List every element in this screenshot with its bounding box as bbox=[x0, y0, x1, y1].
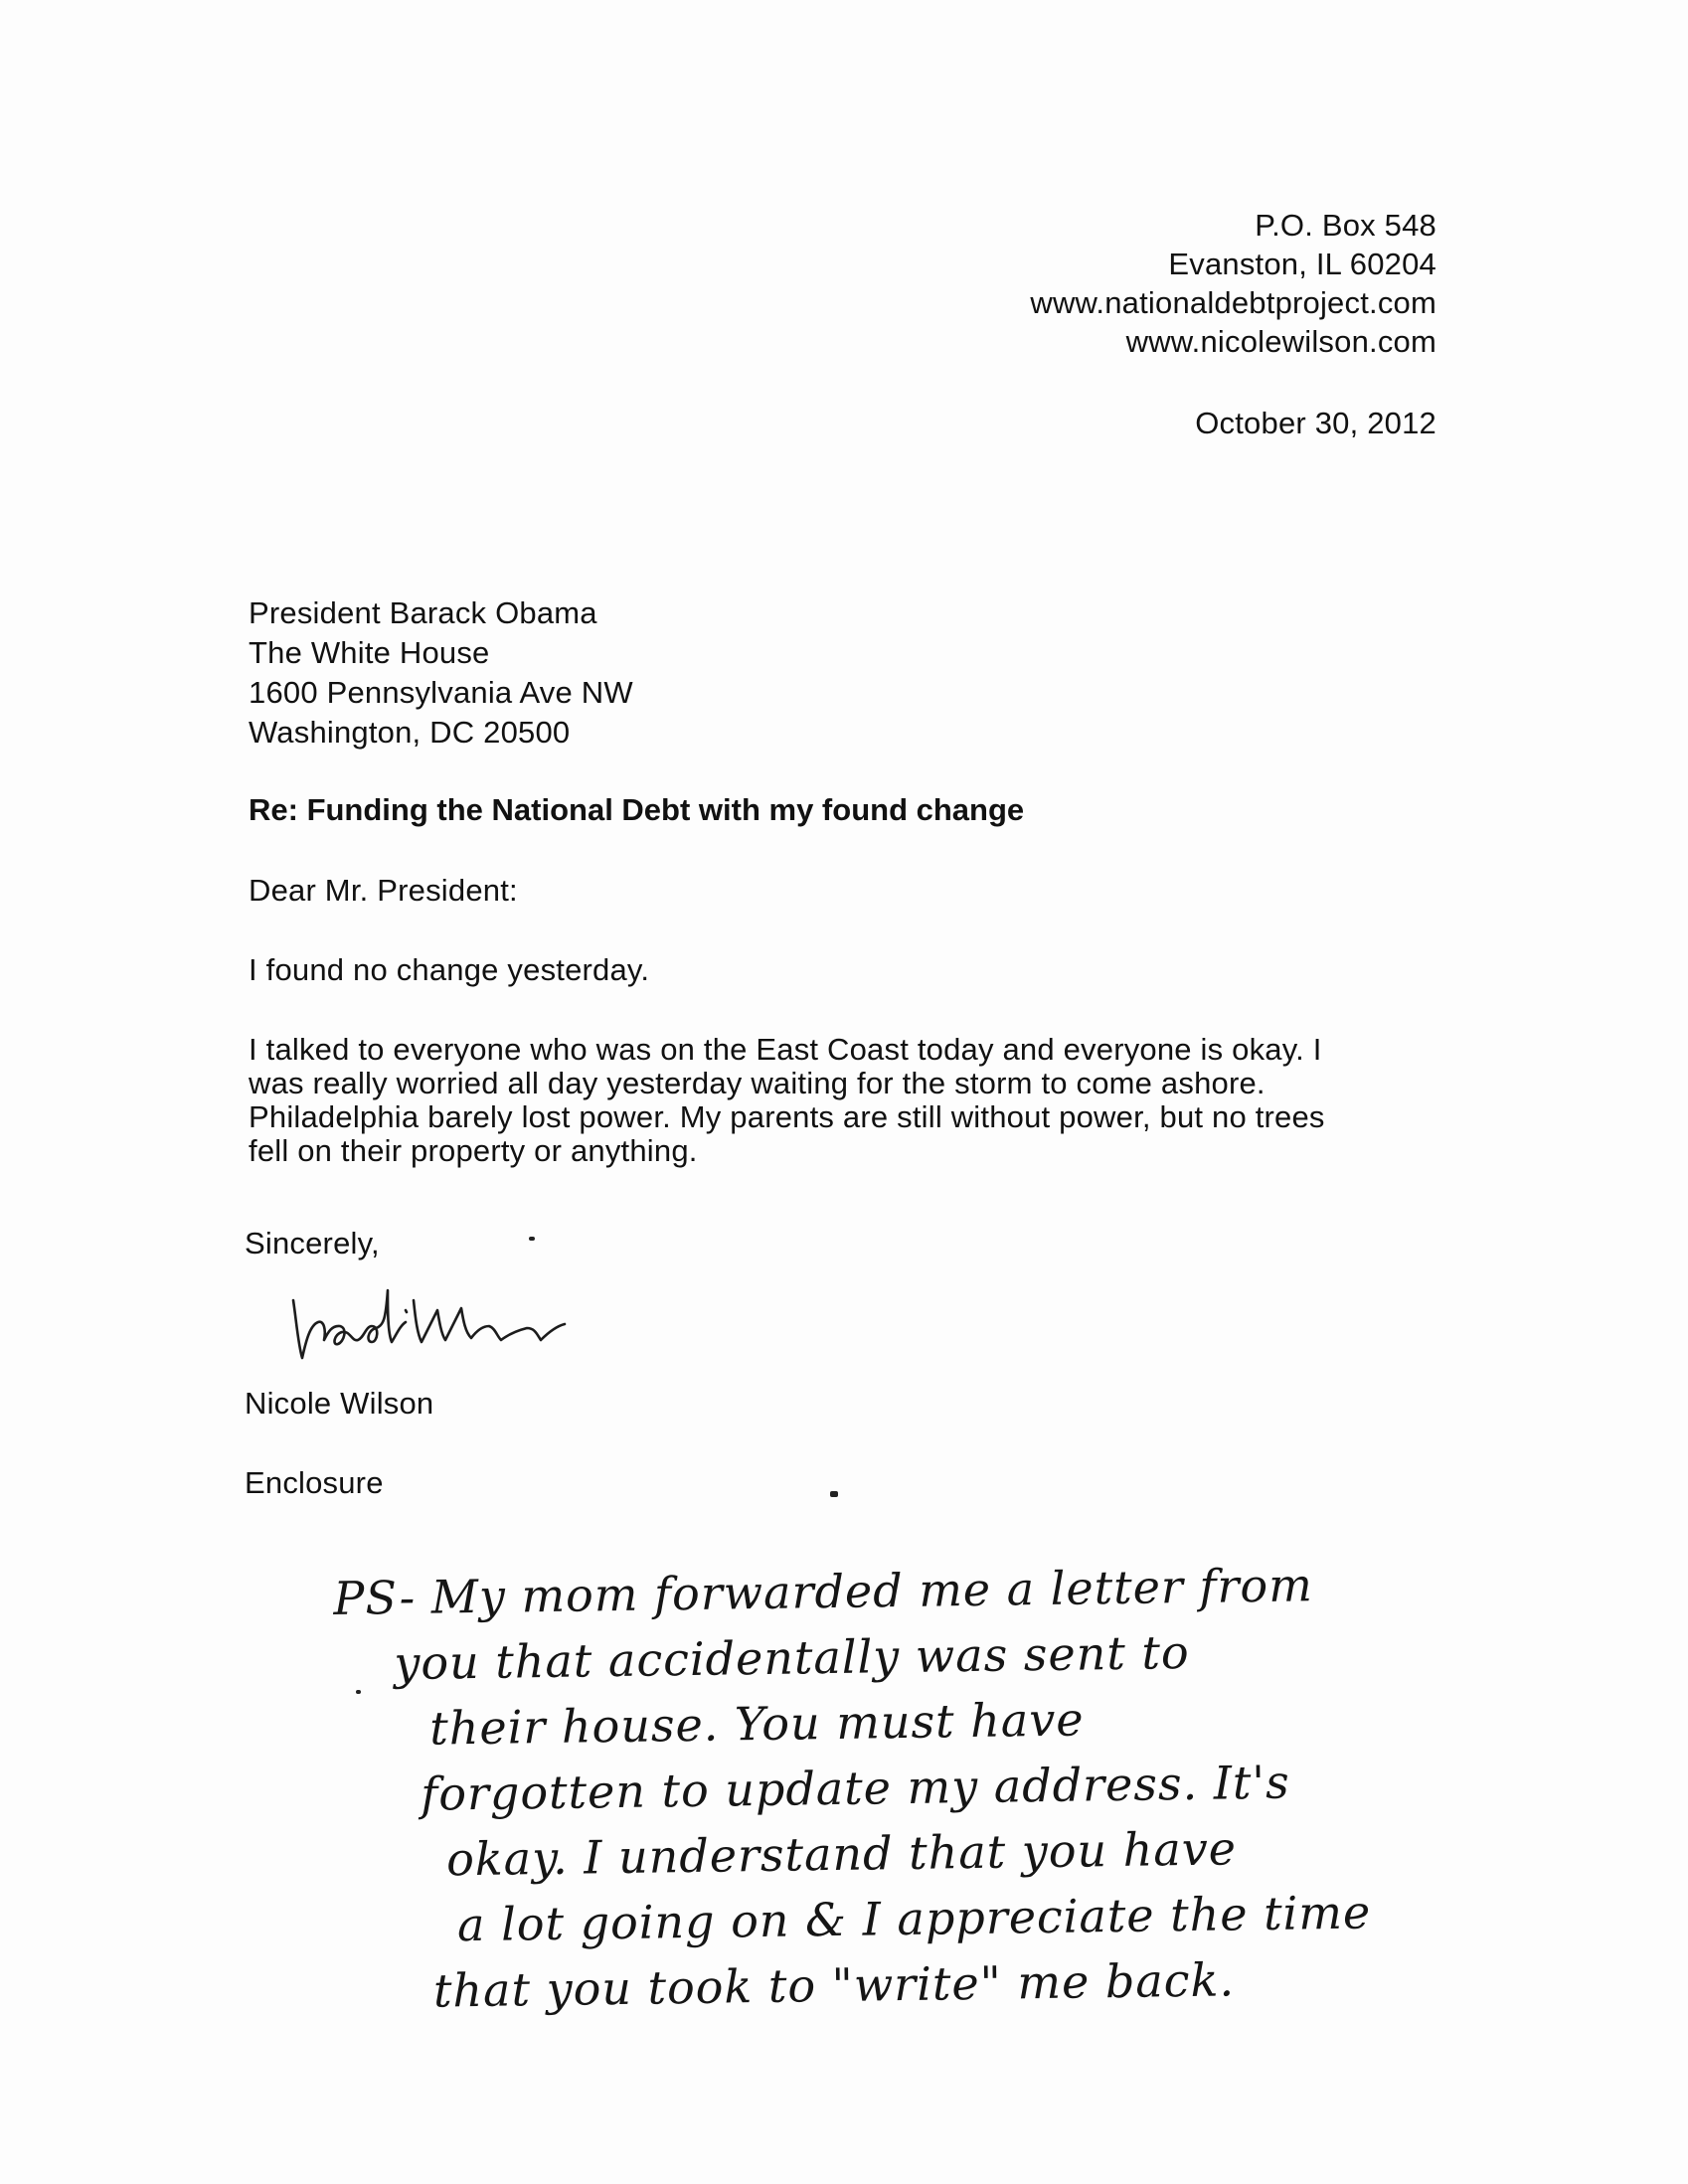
subject-line: Re: Funding the National Debt with my found change bbox=[249, 792, 1025, 827]
body-paragraph-2-line: I talked to everyone who was on the East Coast today and everyone is okay. I bbox=[249, 1032, 1322, 1067]
signature-scribble bbox=[288, 1270, 646, 1380]
body-paragraph-2-line: fell on their property or anything. bbox=[249, 1133, 698, 1168]
scan-speck bbox=[830, 1491, 838, 1497]
sender-po-box: P.O. Box 548 bbox=[1255, 208, 1436, 243]
body-paragraph-2-line: Philadelphia barely lost power. My parents are still without power, but no trees bbox=[249, 1099, 1325, 1134]
sender-website-1: www.nationaldebtproject.com bbox=[1030, 285, 1436, 320]
recipient-street: 1600 Pennsylvania Ave NW bbox=[249, 675, 633, 710]
recipient-city-line: Washington, DC 20500 bbox=[249, 715, 571, 750]
postscript-line: their house. You must have bbox=[428, 1692, 1085, 1756]
body-paragraph-1: I found no change yesterday. bbox=[249, 952, 650, 987]
postscript-line: okay. I understand that you have bbox=[445, 1821, 1238, 1887]
sender-website-2: www.nicolewilson.com bbox=[1125, 324, 1436, 359]
sender-city-line: Evanston, IL 60204 bbox=[1168, 247, 1436, 281]
postscript-line: forgotten to update my address. It's bbox=[420, 1755, 1291, 1821]
signer-name: Nicole Wilson bbox=[245, 1386, 434, 1421]
body-paragraph-2-line: was really worried all day yesterday waiting for the storm to come ashore. bbox=[249, 1066, 1266, 1100]
scan-speck bbox=[529, 1237, 535, 1241]
handwritten-signature bbox=[288, 1270, 646, 1380]
enclosure-note: Enclosure bbox=[245, 1465, 384, 1500]
recipient-name: President Barack Obama bbox=[249, 595, 597, 630]
postscript-line: PS- My mom forwarded me a letter from bbox=[333, 1558, 1314, 1625]
postscript-line: you that accidentally was sent to bbox=[393, 1624, 1190, 1691]
letter-date: October 30, 2012 bbox=[1195, 406, 1436, 440]
recipient-address-block bbox=[249, 593, 633, 753]
sender-address-block bbox=[1030, 206, 1436, 361]
recipient-org: The White House bbox=[249, 635, 490, 670]
body-paragraph-2 bbox=[249, 1033, 1441, 1168]
postscript-line: a lot going on & I appreciate the time bbox=[456, 1885, 1372, 1952]
salutation: Dear Mr. President: bbox=[249, 873, 518, 908]
closing: Sincerely, bbox=[245, 1226, 380, 1260]
handwritten-postscript bbox=[333, 1548, 1611, 2025]
postscript-line: that you took to "write" me back. bbox=[432, 1952, 1236, 2018]
